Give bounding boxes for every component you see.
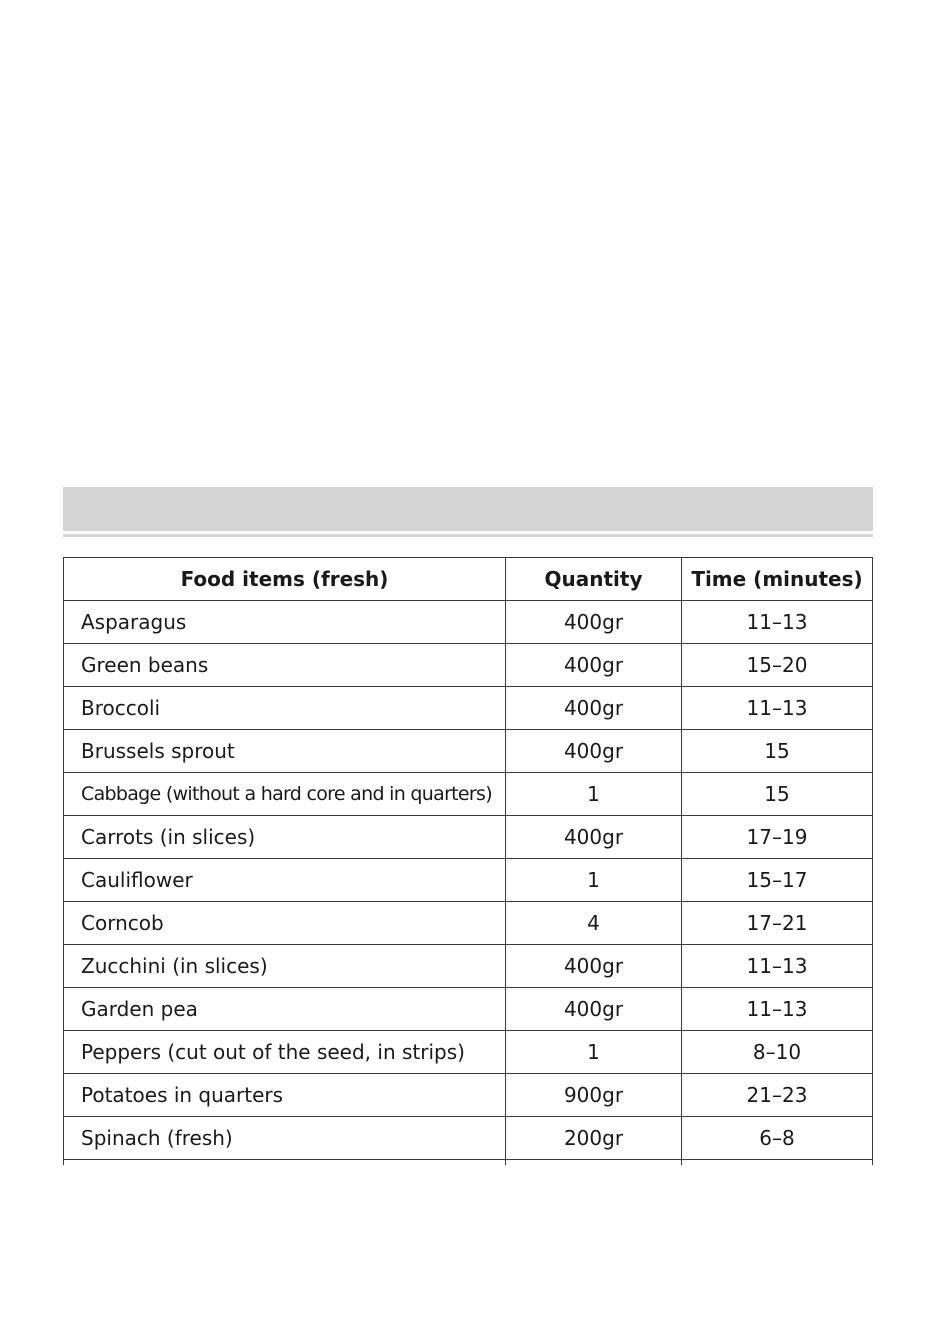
time-cell: 15 xyxy=(682,730,873,773)
time-cell: 6–8 xyxy=(682,1117,873,1160)
quantity-cell: 1 xyxy=(506,773,682,816)
table-row xyxy=(64,945,873,988)
table-row xyxy=(64,773,873,816)
table-row xyxy=(64,1117,873,1160)
food-item-cell: Green beans xyxy=(64,644,506,687)
empty-cell xyxy=(64,1160,506,1166)
time-cell: 11–13 xyxy=(682,945,873,988)
quantity-cell: 400gr xyxy=(506,601,682,644)
food-item-cell: Asparagus xyxy=(64,601,506,644)
empty-cell xyxy=(506,1160,682,1166)
empty-cell xyxy=(682,1160,873,1166)
food-item-cell: Peppers (cut out of the seed, in strips) xyxy=(64,1031,506,1074)
header-quantity: Quantity xyxy=(506,558,682,601)
time-cell: 11–13 xyxy=(682,601,873,644)
quantity-cell: 400gr xyxy=(506,730,682,773)
time-cell: 15–17 xyxy=(682,859,873,902)
time-cell: 17–21 xyxy=(682,902,873,945)
table-row xyxy=(64,902,873,945)
time-cell: 11–13 xyxy=(682,988,873,1031)
header-time: Time (minutes) xyxy=(682,558,873,601)
food-item-cell: Corncob xyxy=(64,902,506,945)
header-food-items: Food items (fresh) xyxy=(64,558,506,601)
food-item-cell: Brussels sprout xyxy=(64,730,506,773)
section-header-band xyxy=(63,487,873,531)
quantity-cell: 4 xyxy=(506,902,682,945)
quantity-cell: 400gr xyxy=(506,644,682,687)
table-row xyxy=(64,687,873,730)
quantity-cell: 400gr xyxy=(506,945,682,988)
quantity-cell: 400gr xyxy=(506,816,682,859)
quantity-cell: 400gr xyxy=(506,687,682,730)
table-row xyxy=(64,1074,873,1117)
food-item-cell: Garden pea xyxy=(64,988,506,1031)
table-header-row xyxy=(64,558,873,601)
table-row xyxy=(64,859,873,902)
table-row xyxy=(64,601,873,644)
food-item-cell: Zucchini (in slices) xyxy=(64,945,506,988)
cooking-times-table xyxy=(63,557,873,1165)
section-divider xyxy=(63,534,873,537)
quantity-cell: 200gr xyxy=(506,1117,682,1160)
table-row xyxy=(64,988,873,1031)
quantity-cell: 400gr xyxy=(506,988,682,1031)
food-item-cell: Potatoes in quarters xyxy=(64,1074,506,1117)
food-item-cell: Broccoli xyxy=(64,687,506,730)
cooking-times-table-container xyxy=(63,557,873,1165)
time-cell: 17–19 xyxy=(682,816,873,859)
food-item-cell: Carrots (in slices) xyxy=(64,816,506,859)
food-item-cell: Cabbage (without a hard core and in quarters) xyxy=(64,773,506,816)
table-row xyxy=(64,1031,873,1074)
table-row xyxy=(64,816,873,859)
time-cell: 15–20 xyxy=(682,644,873,687)
time-cell: 8–10 xyxy=(682,1031,873,1074)
quantity-cell: 900gr xyxy=(506,1074,682,1117)
time-cell: 15 xyxy=(682,773,873,816)
table-row xyxy=(64,730,873,773)
time-cell: 21–23 xyxy=(682,1074,873,1117)
food-item-cell: Spinach (fresh) xyxy=(64,1117,506,1160)
food-item-cell: Cauliflower xyxy=(64,859,506,902)
time-cell: 11–13 xyxy=(682,687,873,730)
table-row-cut-off xyxy=(64,1160,873,1166)
quantity-cell: 1 xyxy=(506,859,682,902)
quantity-cell: 1 xyxy=(506,1031,682,1074)
table-row xyxy=(64,644,873,687)
